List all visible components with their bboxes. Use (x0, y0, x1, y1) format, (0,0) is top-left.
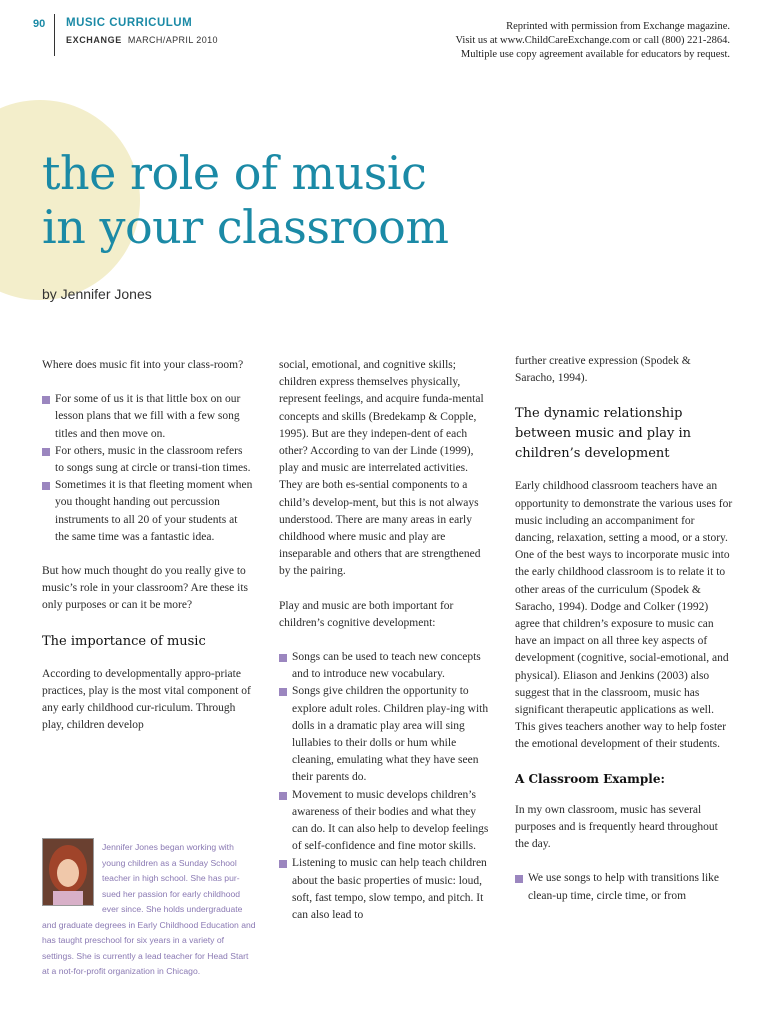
body-paragraph: social, emotional, and cognitive skills; children express themselves physically, represent feelings, and acquire funda-mental concepts and skills (Bredekamp & Copple, 1995). But are they indepen-dent of each other? According to van der Linde (1999), play and music are interrelated activities. They are both es-sential components to a child’s develop-ment, but this is not always understood. There are many areas in early childhood where music and play are inseparable and others that are strengthened by the pairing. (279, 359, 484, 578)
magazine-issue (66, 35, 218, 45)
title-line: in your classroom (42, 200, 449, 254)
byline: by Jennifer Jones (42, 286, 152, 302)
body-paragraph: According to developmentally appro-priate practices, play is the most vital component of any early childhood cur-riculum. Through play, children develop (42, 667, 251, 732)
list-item: Listening to music can help teach children about the basic properties of music: loud, soft, fast tempo, slow tempo, and pitch. It can also lead to (279, 855, 489, 924)
section-heading: The importance of music (42, 633, 206, 649)
bio-line: teacher in high school. She has pur- (102, 873, 240, 883)
list-item: Songs give children the opportunity to explore adult roles. Children play-ing with dolls in a dramatic play area will sing lullabies to their dolls or hum while cleaning, emulating what they have seen their parents do. (279, 683, 489, 786)
question-paragraph: But how much thought do you really give to music’s role in your classroom? Are these its only purposes or can it be more? (42, 565, 249, 612)
subheading: A Classroom Example: (515, 771, 665, 786)
body-paragraph: Play and music are both important for children’s cognitive development: (279, 599, 454, 629)
body-paragraph: Early childhood classroom teachers have an opportunity to demonstrate the various uses for music including an accompaniment for dancing, relaxation, setting a mood, or a story. One of the best ways to incorporate music into the early childhood classroom is to relate it to other areas of the curriculum (Spodek & Saracho, 1994). Dodge and Colker (1992) agree that children’s exposure to music can have an impact on all three key aspects of development (cognitive, social-emotional, and physical). Eliason and Jenkins (2003) also suggest that in the classroom, music has significant therapeutic applications as well. This gives teachers another way to help foster the emotional development of their students. (515, 480, 733, 751)
bio-line: Jennifer Jones began working with (102, 842, 234, 852)
author-bio (42, 840, 257, 980)
magazine-name: EXCHANGE (66, 35, 122, 45)
list-item: Sometimes it is that fleeting moment when you thought handing out percussion instruments to all 20 of your students at the same time was a fantastic idea. (42, 477, 254, 546)
bio-line: ever since. She holds undergraduate (102, 904, 243, 914)
article-title (42, 146, 449, 254)
bio-line: young children as a Sunday School (102, 857, 237, 868)
column-2 (279, 357, 489, 941)
reprint-line: Reprinted with permission from Exchange magazine. (506, 21, 730, 32)
section-label: MUSIC CURRICULUM (66, 17, 193, 29)
list-item: Movement to music develops children’s awareness of their bodies and what they can do. It can also help to develop feelings of self-confidence and fine motor skills. (279, 787, 489, 856)
page-number: 90 (33, 18, 46, 30)
reprint-line: Multiple use copy agreement available for educators by request. (460, 49, 730, 60)
list-item: For others, music in the classroom refers to songs sung at circle or transi-tion times. (42, 443, 254, 477)
bullet-list (515, 870, 733, 904)
body-paragraph: further creative expression (Spodek & Saracho, 1994). (515, 355, 691, 385)
header-divider (54, 14, 55, 56)
bio-rest: and graduate degrees in Early Childhood Education and has taught preschool for six years in a variety of settings. She is currently a lead teacher for Head Start at a not-for-profit organization in Chicago. (42, 919, 256, 976)
bullet-list (279, 649, 489, 924)
reprint-notice (420, 20, 730, 62)
intro-paragraph: Where does music fit into your class-room? (42, 359, 244, 371)
section-heading: The dynamic relationship between music and play in children’s development (515, 406, 692, 462)
list-item: Songs can be used to teach new concepts and to introduce new vocabulary. (279, 649, 489, 683)
column-1 (42, 357, 254, 751)
title-line: the role of music (42, 146, 427, 200)
list-item: For some of us it is that little box on our lesson plans that we fill with a few song titles and then move on. (42, 391, 254, 443)
issue-date: MARCH/APRIL 2010 (127, 35, 218, 45)
bio-line: sued her passion for early childhood (102, 888, 241, 899)
column-3 (515, 353, 733, 922)
bullet-list (42, 391, 254, 546)
body-paragraph: In my own classroom, music has several purposes and is frequently heard throughout the day. (515, 803, 718, 851)
list-item: We use songs to help with transitions like clean-up time, circle time, or from (515, 870, 733, 904)
reprint-line: Visit us at www.ChildCareExchange.com or call (800) 221-2864. (455, 35, 730, 46)
